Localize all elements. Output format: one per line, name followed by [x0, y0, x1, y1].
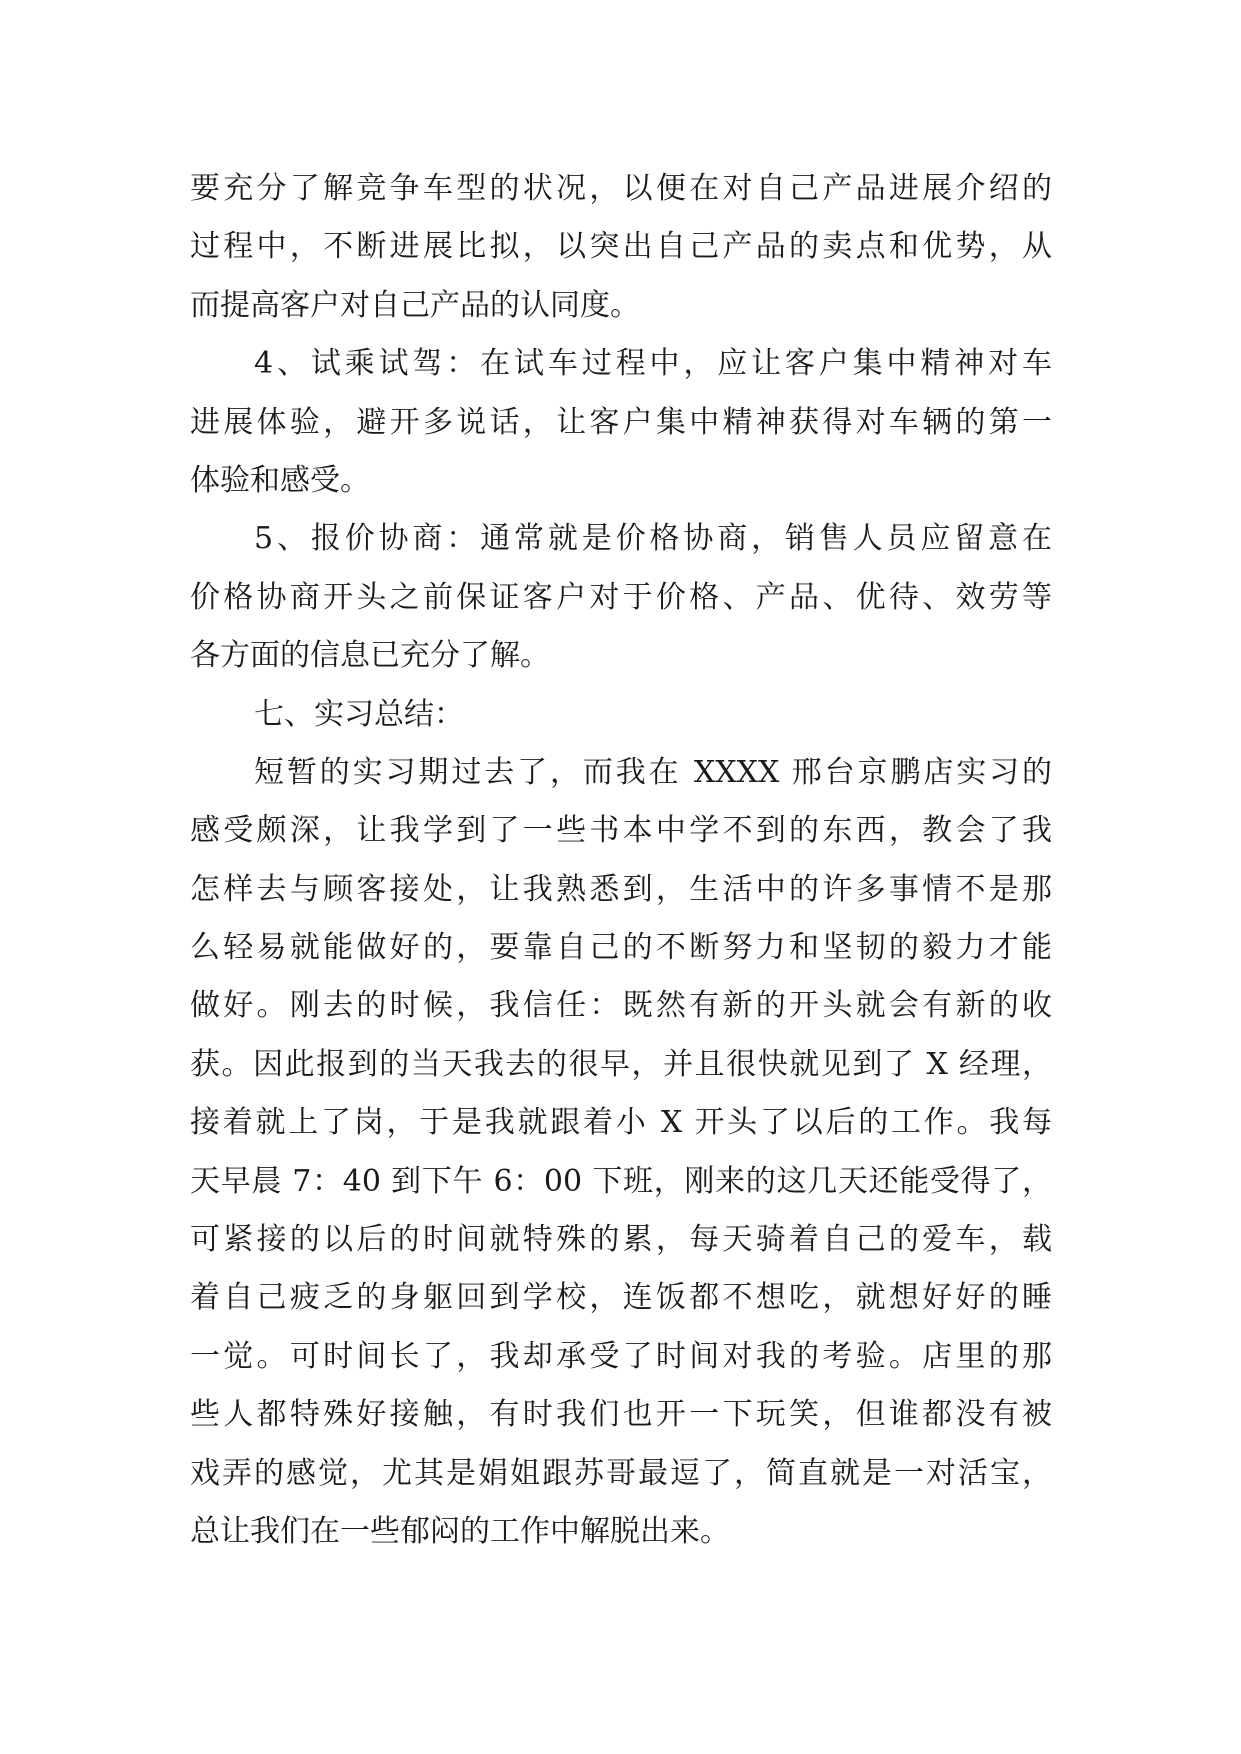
section-heading: 七、实习总结：: [254, 696, 464, 732]
text-line: 着自己疲乏的身躯回到学校，连饭都不想吃，就想好好的睡: [190, 1280, 1052, 1316]
text-line: 而提高客户对自己产品的认同度。: [190, 287, 640, 323]
text-line: 体验和感受。: [190, 462, 370, 498]
text-line: 4、试乘试驾：在试车过程中，应让客户集中精神对车: [254, 346, 1052, 382]
text-line: 感受颇深，让我学到了一些书本中学不到的东西，教会了我: [190, 813, 1052, 849]
text-line: 进展体验，避开多说话，让客户集中精神获得对车辆的第一: [190, 404, 1052, 440]
text-line: 各方面的信息已充分了解。: [190, 638, 550, 674]
text-line: 么轻易就能做好的，要靠自己的不断努力和坚韧的毅力才能: [190, 930, 1052, 966]
text-line: 价格协商开头之前保证客户对于价格、产品、优待、效劳等: [190, 579, 1052, 615]
text-line: 些人都特殊好接触，有时我们也开一下玩笑，但谁都没有被: [190, 1397, 1052, 1433]
text-line: 要充分了解竞争车型的状况，以便在对自己产品进展介绍的: [190, 171, 1052, 206]
text-line: 接着就上了岗，于是我就跟着小 X 开头了以后的工作。我每: [190, 1105, 1052, 1141]
text-line: 短暂的实习期过去了，而我在 XXXX 邢台京鹏店实习的: [254, 754, 1052, 790]
text-line: 做好。刚去的时候，我信任：既然有新的开头就会有新的收: [190, 988, 1052, 1024]
text-line: 一觉。可时间长了，我却承受了时间对我的考验。店里的那: [190, 1338, 1052, 1374]
text-line: 过程中，不断进展比拟，以突出自己产品的卖点和优势，从: [190, 229, 1052, 265]
text-line: 获。因此报到的当天我去的很早，并且很快就见到了 X 经理，: [190, 1046, 1052, 1082]
text-line: 可紧接的以后的时间就特殊的累，每天骑着自己的爱车，载: [190, 1222, 1052, 1258]
document-body: [190, 160, 1052, 1561]
text-line: 总让我们在一些郁闷的工作中解脱出来。: [190, 1513, 730, 1549]
text-line: 天早晨 7：40 到下午 6：00 下班，刚来的这几天还能受得了，: [190, 1163, 1052, 1199]
text-line: 怎样去与顾客接处，让我熟悉到，生活中的许多事情不是那: [190, 871, 1052, 907]
text-line: 戏弄的感觉，尤其是娟姐跟苏哥最逗了，简直就是一对活宝，: [190, 1455, 1052, 1491]
text-line: 5、报价协商：通常就是价格协商，销售人员应留意在: [254, 521, 1052, 557]
